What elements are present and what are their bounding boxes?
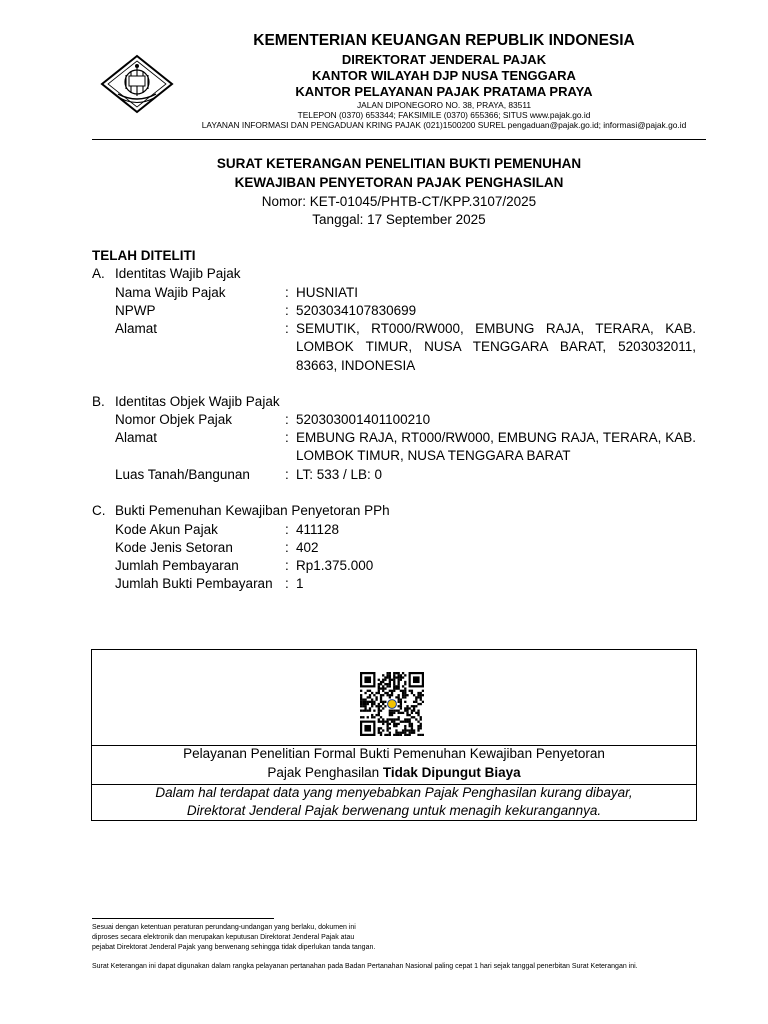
free-of-charge-label: Tidak Dipungut Biaya	[382, 765, 521, 780]
land-building-area-label: Luas Tanah/Bangunan	[115, 467, 250, 482]
colon: :	[285, 558, 289, 573]
object-number-value: 520303001401100210	[296, 412, 431, 427]
tax-account-code-label: Kode Akun Pajak	[115, 522, 218, 537]
deposit-type-code-label: Kode Jenis Setoran	[115, 540, 233, 555]
payment-proof-count-label: Jumlah Bukti Pembayaran	[115, 576, 273, 591]
taxpayer-address-value: SEMUTIK, RT000/RW000, EMBUNG RAJA, TERARA, KAB. LOMBOK TIMUR, NUSA TENGGARA BARAT, 5203032011, 83663, INDONESIA	[296, 321, 696, 373]
colon: :	[285, 412, 289, 427]
section-c-title: Bukti Pemenuhan Kewajiban Penyetoran PPh	[115, 503, 390, 518]
service-statement-line1: Pelayanan Penelitian Formal Bukti Pemenuhan Kewajiban Penyetoran	[183, 746, 605, 761]
npwp-value: 5203034107830699	[296, 303, 417, 318]
regional-office-name: KANTOR WILAYAH DJP NUSA TENGGARA	[312, 68, 576, 83]
document-date: Tanggal: 17 September 2025	[312, 212, 486, 227]
object-number-label: Nomor Objek Pajak	[115, 412, 233, 427]
section-c-marker: C.	[92, 503, 106, 518]
payment-amount-label: Jumlah Pembayaran	[115, 558, 239, 573]
document-title-line2: KEWAJIBAN PENYETORAN PAJAK PENGHASILAN	[234, 175, 564, 190]
tax-account-code-value: 411128	[296, 522, 340, 537]
service-statement-prefix: Pajak Penghasilan	[267, 765, 383, 780]
directorate-name: DIREKTORAT JENDERAL PAJAK	[341, 52, 547, 67]
npwp-label: NPWP	[115, 303, 156, 318]
notice-line2: Direktorat Jenderal Pajak berwenang untuk menagih kekurangannya.	[186, 803, 602, 818]
colon: :	[285, 540, 289, 555]
section-b-marker: B.	[92, 394, 105, 409]
qr-code-icon	[360, 672, 424, 736]
taxpayer-name-label: Nama Wajib Pajak	[115, 285, 226, 300]
section-a-title: Identitas Wajib Pajak	[115, 266, 241, 281]
tax-office-name: KANTOR PELAYANAN PAJAK PRATAMA PRAYA	[295, 84, 593, 99]
reviewed-heading: TELAH DITELITI	[92, 248, 196, 263]
document-title-line1: SURAT KETERANGAN PENELITIAN BUKTI PEMENUHAN	[216, 156, 582, 171]
section-a-marker: A.	[92, 266, 105, 281]
service-statement-line2	[92, 764, 696, 782]
payment-amount-value: Rp1.375.000	[296, 558, 374, 573]
footnote-line2: diproses secara elektronik dan merupakan keputusan Direktorat Jenderal Pajak atau	[92, 934, 355, 941]
office-address: JALAN DIPONEGORO NO. 38, PRAYA, 83511	[356, 100, 532, 110]
footnote-line1: Sesuai dengan ketentuan peraturan perundang-undangan yang berlaku, dokumen ini	[92, 924, 356, 931]
land-building-area-value: LT: 533 / LB: 0	[296, 467, 383, 482]
taxpayer-address-label: Alamat	[115, 321, 158, 336]
payment-proof-count-value: 1	[296, 576, 304, 591]
colon: :	[285, 285, 289, 300]
header-divider	[92, 139, 706, 140]
taxpayer-name-value: HUSNIATI	[296, 285, 359, 300]
colon: :	[285, 303, 289, 318]
ministry-name: KEMENTERIAN KEUANGAN REPUBLIK INDONESIA	[253, 32, 635, 49]
colon: :	[285, 430, 289, 445]
object-address-label: Alamat	[115, 430, 158, 445]
notice-line1: Dalam hal terdapat data yang menyebabkan Pajak Penghasilan kurang dibayar,	[155, 785, 633, 800]
colon: :	[285, 467, 289, 482]
office-service-info: LAYANAN INFORMASI DAN PENGADUAN KRING PAJAK (021)1500200 SUREL pengaduan@pajak.go.id; informasi@pajak.go.id	[201, 120, 687, 130]
colon: :	[285, 522, 289, 537]
footnote-line3: pejabat Direktorat Jenderal Pajak yang berwenang sehingga tidak diperlukan tanda tangan.	[92, 944, 376, 951]
footnote-line4: Surat Keterangan ini dapat digunakan dalam rangka pelayanan pertanahan pada Badan Pertanahan Nasional paling cepat 1 hari sejak tanggal penerbitan Surat Keterangan ini.	[92, 963, 638, 970]
colon: :	[285, 321, 289, 336]
office-contact: TELEPON (0370) 653344; FAKSIMILE (0370) 655366; SITUS www.pajak.go.id	[297, 110, 591, 120]
colon: :	[285, 576, 289, 591]
document-number: Nomor: KET-01045/PHTB-CT/KPP.3107/2025	[261, 194, 537, 209]
section-b-title: Identitas Objek Wajib Pajak	[115, 394, 280, 409]
footnote-divider	[92, 918, 274, 919]
object-address-value: EMBUNG RAJA, RT000/RW000, EMBUNG RAJA, TERARA, KAB. LOMBOK TIMUR, NUSA TENGGARA BARAT	[296, 430, 696, 464]
deposit-type-code-value: 402	[296, 540, 319, 555]
